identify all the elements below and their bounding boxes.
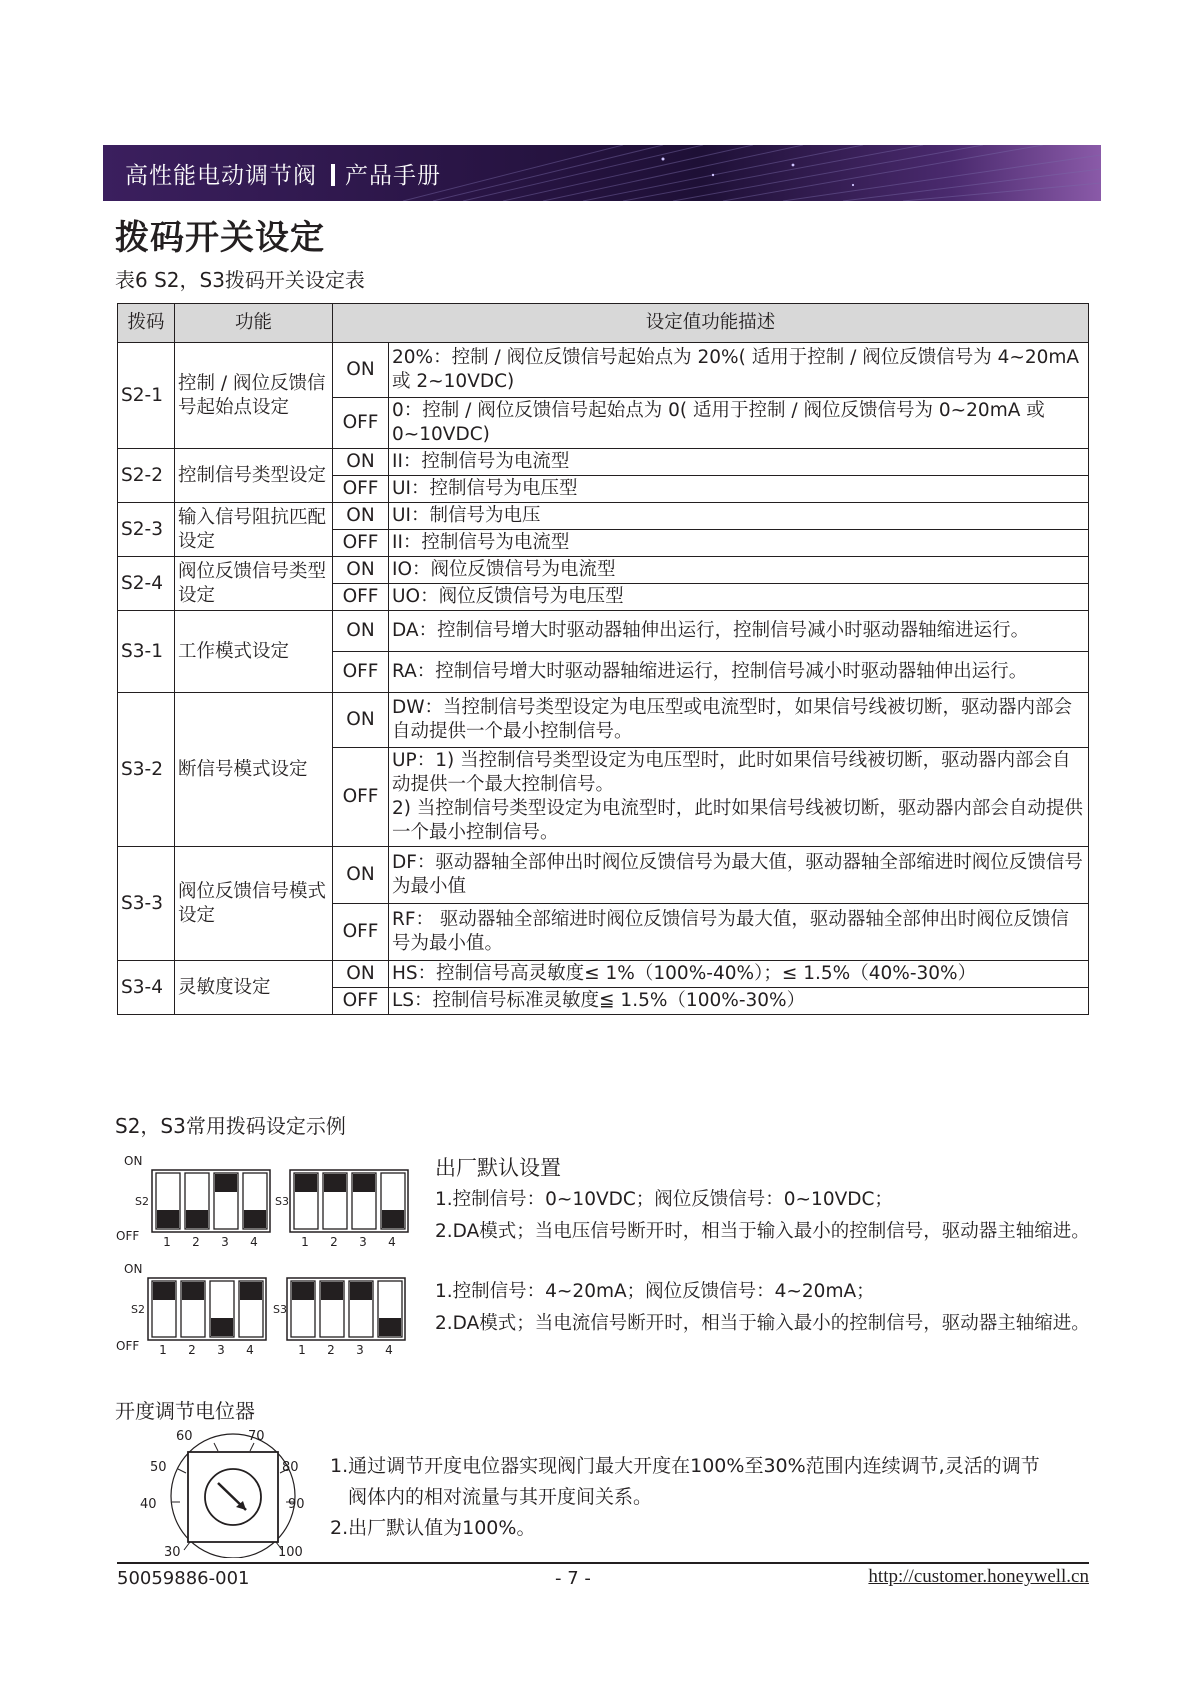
- potentiometer-diagram: [130, 1428, 310, 1558]
- dip-switch-on-knob: [182, 1282, 204, 1300]
- dip-number: 1: [301, 1235, 309, 1249]
- row-function: 断信号模式设定: [175, 693, 333, 847]
- on-label: ON: [333, 961, 389, 988]
- off-description: [389, 748, 1089, 847]
- pot-scale-label: 60: [176, 1429, 193, 1444]
- dip-number: 4: [250, 1235, 258, 1249]
- on-description: UI：制信号为电压: [389, 503, 1089, 530]
- row-function: 灵敏度设定: [175, 961, 333, 1015]
- row-function: 控制信号类型设定: [175, 449, 333, 503]
- dip-switch-off-knob: [244, 1210, 266, 1228]
- row-code: S2-4: [118, 557, 175, 611]
- pot-note-line: 2.出厂默认值为100%。: [330, 1517, 536, 1539]
- footer-divider: [117, 1562, 1089, 1564]
- off-label: OFF: [333, 904, 389, 961]
- dip-on-label: ON: [124, 1154, 143, 1168]
- dip-number: 3: [359, 1235, 367, 1249]
- dip-number: 3: [217, 1343, 225, 1357]
- row-code: S2-1: [118, 343, 175, 449]
- dip-switch-off-knob: [382, 1210, 404, 1228]
- on-label: ON: [333, 847, 389, 904]
- table-row: [118, 847, 1089, 904]
- row-code: S3-1: [118, 611, 175, 693]
- off-description: UI：控制信号为电压型: [389, 476, 1089, 503]
- header-code: 拨码: [118, 304, 175, 343]
- pot-note-line: 阀体内的相对流量与其开度间关系。: [348, 1486, 653, 1508]
- dip-number: 2: [192, 1235, 200, 1249]
- dip-switch-on-knob: [321, 1282, 343, 1300]
- dip-switch-off-knob: [211, 1318, 233, 1336]
- header-description: 设定值功能描述: [333, 304, 1089, 343]
- on-description: IO：阀位反馈信号为电流型: [389, 557, 1089, 584]
- off-label: OFF: [333, 584, 389, 611]
- dip-off-label: OFF: [116, 1229, 140, 1243]
- header-title: [125, 157, 441, 190]
- row-code: S3-3: [118, 847, 175, 961]
- row-function: 工作模式设定: [175, 611, 333, 693]
- table-header-row: [118, 304, 1089, 343]
- on-label: ON: [333, 611, 389, 652]
- dip-switch-on-knob: [153, 1282, 175, 1300]
- on-label: ON: [333, 449, 389, 476]
- dip-switch-on-knob: [295, 1174, 317, 1192]
- potentiometer-notes: [330, 1451, 1040, 1544]
- on-description: II：控制信号为电流型: [389, 449, 1089, 476]
- dip-number: 1: [163, 1235, 171, 1249]
- header-function: 功能: [175, 304, 333, 343]
- dip-switch-on-knob: [215, 1174, 237, 1192]
- header-divider: [331, 164, 335, 186]
- dip-s2-label: S2: [131, 1303, 145, 1316]
- row-function: 阀位反馈信号模式设定: [175, 847, 333, 961]
- on-label: ON: [333, 503, 389, 530]
- table-row: [118, 449, 1089, 476]
- dip-settings-table: [117, 303, 1089, 1015]
- dip-switch-off-knob: [186, 1210, 208, 1228]
- examples-title: S2，S3常用拨码设定示例: [115, 1114, 346, 1138]
- row-code: S3-2: [118, 693, 175, 847]
- example1-line: 1.控制信号：0~10VDC；阀位反馈信号：0~10VDC；: [435, 1189, 893, 1210]
- table-row: [118, 343, 1089, 398]
- example2-line: 2.DA模式；当电流信号断开时，相当于输入最小的控制信号，驱动器主轴缩进。: [435, 1313, 1090, 1334]
- pot-scale-label: 100: [278, 1545, 303, 1558]
- dip-switch-on-knob: [324, 1174, 346, 1192]
- pot-scale-label: 50: [150, 1460, 167, 1475]
- table-row: [118, 557, 1089, 584]
- table-row: [118, 503, 1089, 530]
- dip-number: 2: [330, 1235, 338, 1249]
- pot-note-line: 1.通过调节开度电位器实现阀门最大开度在100%至30%范围内连续调节,灵活的调节: [330, 1455, 1040, 1477]
- pot-scale-label: 30: [164, 1545, 181, 1558]
- dip-on-label: ON: [124, 1262, 143, 1276]
- table-row: [118, 611, 1089, 652]
- on-description: DA：控制信号增大时驱动器轴伸出运行，控制信号减小时驱动器轴缩进运行。: [389, 611, 1089, 652]
- off-label: OFF: [333, 476, 389, 503]
- on-description: HS：控制信号高灵敏度≤ 1%（100%-40%）；≤ 1.5%（40%-30%）: [389, 961, 1089, 988]
- row-function: 阀位反馈信号类型设定: [175, 557, 333, 611]
- doc-number: 50059886-001: [117, 1568, 250, 1589]
- example2-line: 1.控制信号：4~20mA；阀位反馈信号：4~20mA；: [435, 1281, 875, 1302]
- off-label: OFF: [333, 398, 389, 449]
- page-number: - 7 -: [555, 1568, 591, 1589]
- dip-s3-label: S3: [275, 1195, 289, 1208]
- table-row: [118, 961, 1089, 988]
- dip-diagram-example1: [115, 1150, 415, 1250]
- dip-switch-off-knob: [157, 1210, 179, 1228]
- dip-number: 3: [356, 1343, 364, 1357]
- table-row: [118, 693, 1089, 748]
- off-description: LS：控制信号标准灵敏度≦ 1.5%（100%-30%）: [389, 988, 1089, 1015]
- dip-number: 4: [388, 1235, 396, 1249]
- off-description-line: UP：1) 当控制信号类型设定为电压型时，此时如果信号线被切断，驱动器内部会自动提供一个最大控制信号。: [392, 750, 1071, 795]
- row-function: 输入信号阻抗匹配设定: [175, 503, 333, 557]
- header-banner: [103, 145, 1101, 201]
- off-description-line: 2) 当控制信号类型设定为电流型时，此时如果信号线被切断，驱动器内部会自动提供一个最小控制信号。: [392, 798, 1083, 843]
- off-label: OFF: [333, 748, 389, 847]
- pot-scale-label: 40: [140, 1497, 157, 1512]
- dip-s3-label: S3: [273, 1303, 287, 1316]
- product-name: 高性能电动调节阀: [125, 163, 317, 189]
- on-description: DF：驱动器轴全部伸出时阀位反馈信号为最大值，驱动器轴全部缩进时阀位反馈信号为最小值: [389, 847, 1089, 904]
- dip-diagram-example2: [115, 1258, 415, 1358]
- on-description: 20%：控制 / 阀位反馈信号起始点为 20%( 适用于控制 / 阀位反馈信号为 4~20mA 或 2~10VDC): [389, 343, 1089, 398]
- dip-number: 1: [159, 1343, 167, 1357]
- doc-type: 产品手册: [345, 163, 441, 189]
- on-label: ON: [333, 693, 389, 748]
- page-title: 拨码开关设定: [115, 218, 325, 258]
- example1-notes: [435, 1152, 1090, 1248]
- dip-number: 3: [221, 1235, 229, 1249]
- off-label: OFF: [333, 652, 389, 693]
- off-label: OFF: [333, 988, 389, 1015]
- row-code: S2-3: [118, 503, 175, 557]
- row-function: 控制 / 阀位反馈信号起始点设定: [175, 343, 333, 449]
- row-code: S3-4: [118, 961, 175, 1015]
- example1-line: 2.DA模式；当电压信号断开时，相当于输入最小的控制信号，驱动器主轴缩进。: [435, 1221, 1090, 1242]
- on-label: ON: [333, 343, 389, 398]
- pot-scale-label: 80: [282, 1460, 299, 1475]
- potentiometer-title: 开度调节电位器: [115, 1399, 255, 1423]
- dip-switch-on-knob: [292, 1282, 314, 1300]
- dip-number: 2: [327, 1343, 335, 1357]
- dip-off-label: OFF: [116, 1339, 140, 1353]
- website-link[interactable]: http://customer.honeywell.cn: [868, 1566, 1089, 1587]
- dip-number: 1: [298, 1343, 306, 1357]
- example1-heading: 出厂默认设置: [435, 1156, 561, 1180]
- dip-s2-label: S2: [135, 1195, 149, 1208]
- dip-number: 4: [246, 1343, 254, 1357]
- dip-switch-on-knob: [240, 1282, 262, 1300]
- off-label: OFF: [333, 530, 389, 557]
- dip-number: 2: [188, 1343, 196, 1357]
- example2-notes: [435, 1276, 1090, 1340]
- pot-scale-label: 70: [248, 1429, 265, 1444]
- off-description: UO：阀位反馈信号为电压型: [389, 584, 1089, 611]
- dip-switch-off-knob: [379, 1318, 401, 1336]
- table-caption: 表6 S2，S3拨码开关设定表: [115, 268, 365, 292]
- off-description: RA：控制信号增大时驱动器轴缩进运行，控制信号减小时驱动器轴伸出运行。: [389, 652, 1089, 693]
- off-description: RF： 驱动器轴全部缩进时阀位反馈信号为最大值，驱动器轴全部伸出时阀位反馈信号为最小值。: [389, 904, 1089, 961]
- off-description: 0：控制 / 阀位反馈信号起始点为 0( 适用于控制 / 阀位反馈信号为 0~20mA 或 0~10VDC): [389, 398, 1089, 449]
- dip-switch-on-knob: [350, 1282, 372, 1300]
- pot-scale-label: 90: [288, 1497, 305, 1512]
- row-code: S2-2: [118, 449, 175, 503]
- dip-switch-on-knob: [353, 1174, 375, 1192]
- on-description: DW：当控制信号类型设定为电压型或电流型时，如果信号线被切断，驱动器内部会自动提供一个最小控制信号。: [389, 693, 1089, 748]
- on-label: ON: [333, 557, 389, 584]
- off-description: II：控制信号为电流型: [389, 530, 1089, 557]
- dip-number: 4: [385, 1343, 393, 1357]
